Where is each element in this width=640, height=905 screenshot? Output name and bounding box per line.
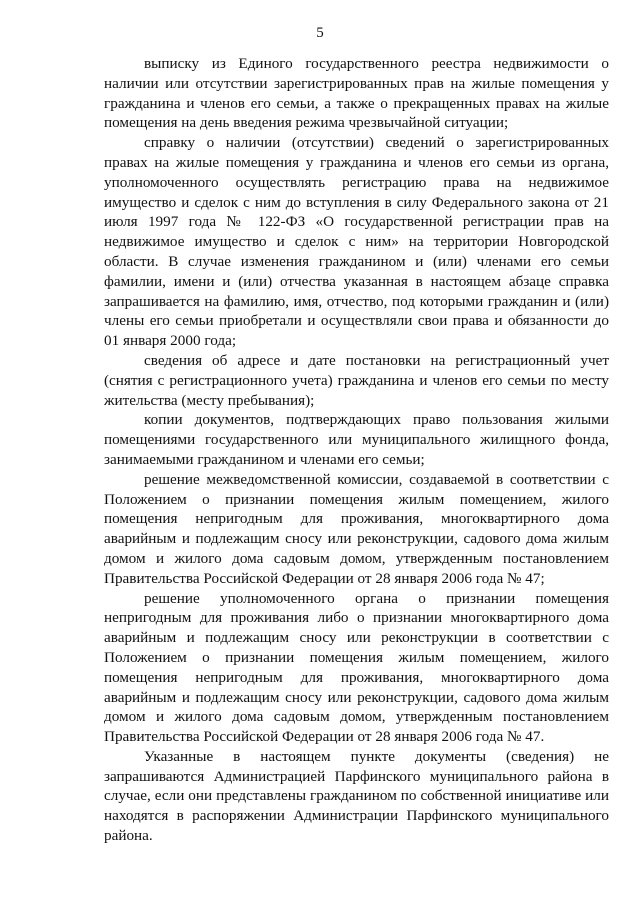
- paragraph-authorized-body-decision: решение уполномоченного органа о признании помещения непригодным для проживания либо о признании многоквартирного дома аварийным и подлежащим сносу или реконструкции в соответствии с Положением о признании помещения жилым помещением, жилого помещения непригодным для проживания, многоквартирного дома аварийным и подлежащим сносу или реконструкции, садового дома жилым домом и жилого дома садовым домом, утвержденным постановлением Правительства Российской Федерации от 28 января 2006 года № 47.: [104, 589, 609, 746]
- paragraph-documents-not-requested: Указанные в настоящем пункте документы (сведения) не запрашиваются Администрацией Парфинского муниципального района в случае, если они представлены гражданином по собственной инициативе или находятся в распоряжении Администрации Парфинского муниципального района.: [104, 747, 609, 845]
- paragraph-rights-certificate: справку о наличии (отсутствии) сведений о зарегистрированных правах на жилые помещения у гражданина и членов его семьи из органа, уполномоченного осуществлять регистрацию права на недвижимое имущество и сделок с ним до вступления в силу Федерального закона от 21 июля 1997 года № 122-ФЗ «О государственной регистрации прав на недвижимое имущество и сделок с ним» на территории Новгородской области. В случае изменения гражданином и (или) членами его семьи фамилии, имени и (или) отчества указанная в настоящем абзаце справка запрашивается на фамилию, имя, отчество, под которыми гражданин и (или) члены его семьи приобретали и осуществляли свои права и обязанности до 01 января 2000 года;: [104, 134, 609, 350]
- page-number: 5: [316, 25, 324, 41]
- paragraph-registration-address: сведения об адресе и дате постановки на регистрационный учет (снятия с регистрационного учета) гражданина и членов его семьи по месту жительства (месту пребывания);: [104, 351, 609, 409]
- paragraph-egrn-extract: выписку из Единого государственного реестра недвижимости о наличии или отсутствии зарегистрированных прав на жилые помещения у гражданина и членов его семьи, а также о прекращенных правах на жилые помещения на день введения режима чрезвычайной ситуации;: [104, 55, 609, 132]
- document-body: [104, 54, 609, 846]
- paragraph-usage-rights-documents: копии документов, подтверждающих право пользования жилыми помещениями государственного или муниципального жилищного фонда, занимаемыми гражданином и членами его семьи;: [104, 411, 609, 468]
- paragraph-commission-decision: решение межведомственной комиссии, создаваемой в соответствии с Положением о признании помещения жилым помещением, жилого помещения непригодным для проживания, многоквартирного дома аварийным и подлежащим сносу или реконструкции, садового дома жилым домом и жилого дома садовым домом, утвержденным постановлением Правительства Российской Федерации от 28 января 2006 года № 47;: [104, 470, 609, 587]
